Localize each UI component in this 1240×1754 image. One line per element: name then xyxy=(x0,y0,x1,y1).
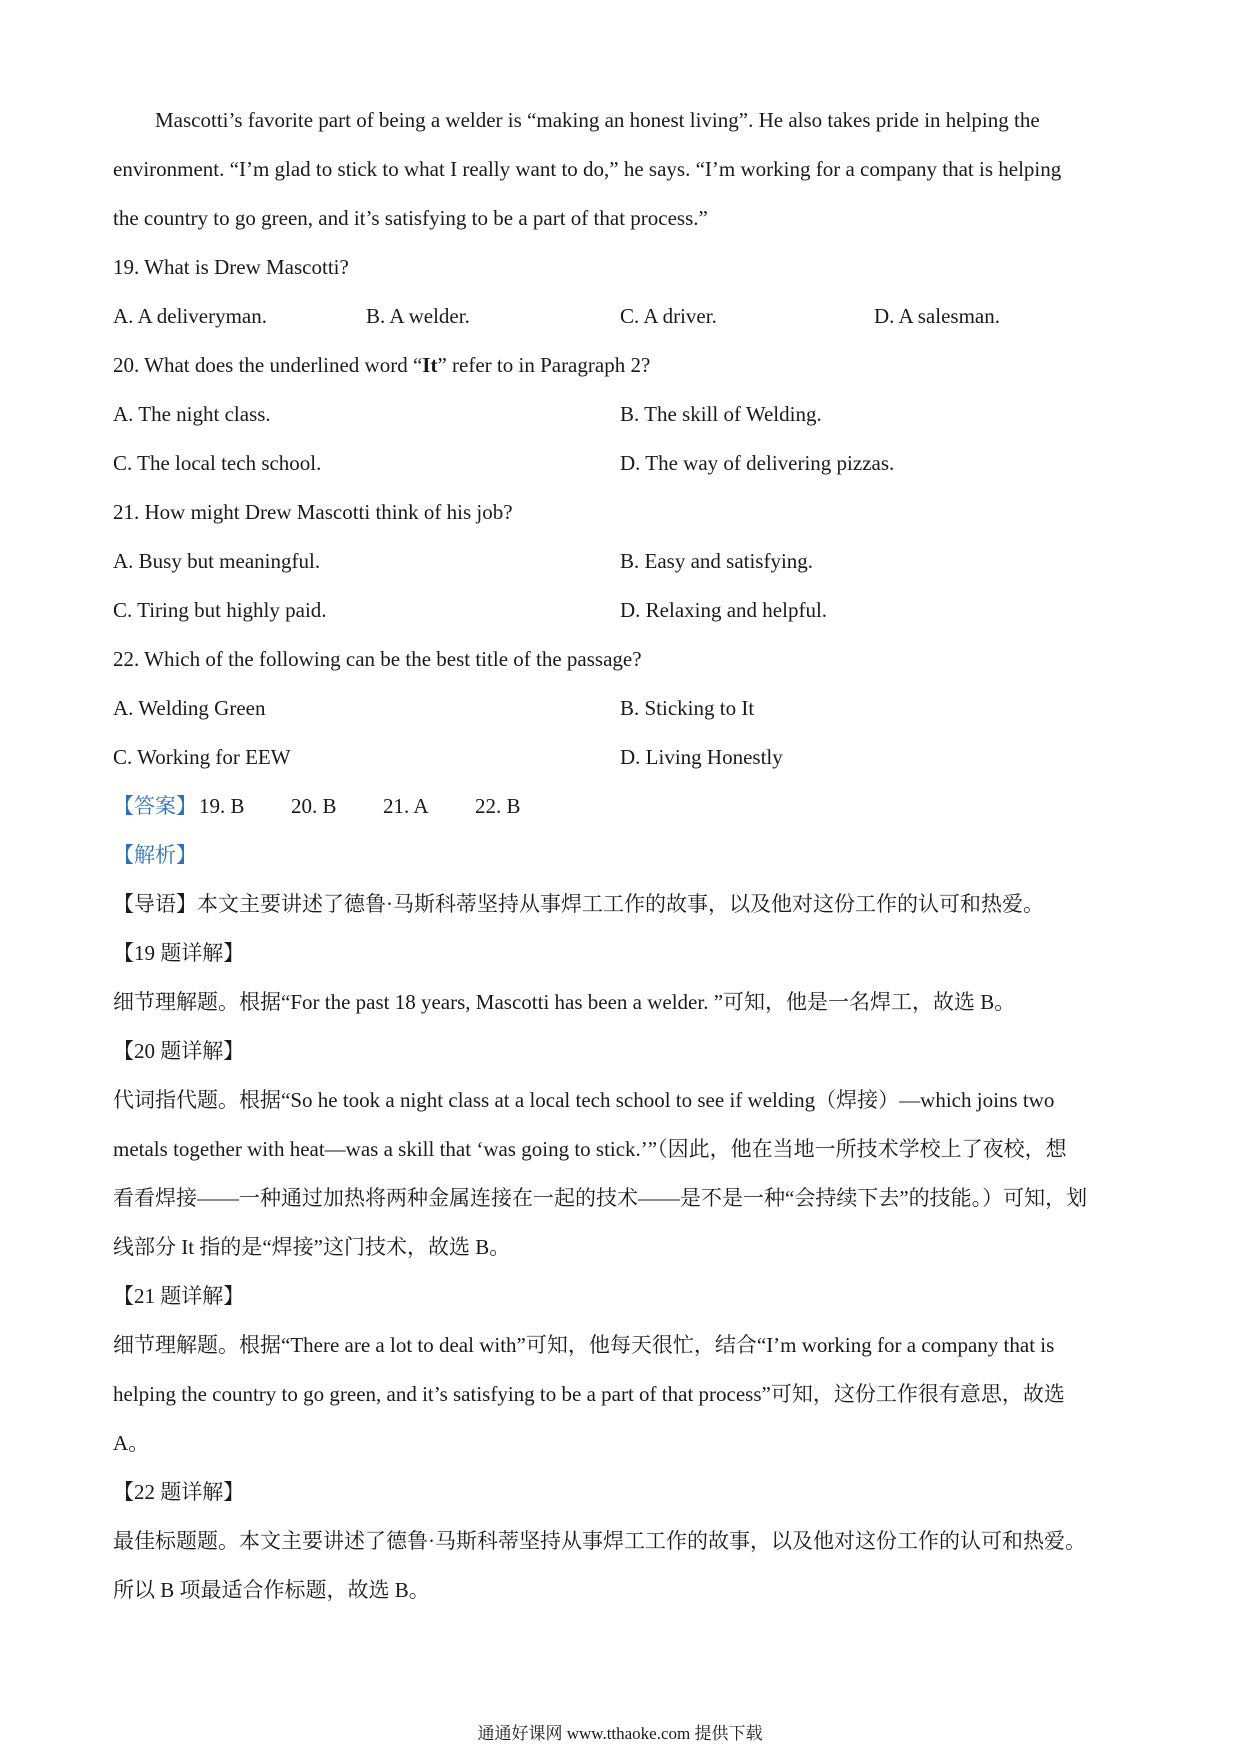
q21-detail-label: 【21 题详解】 xyxy=(113,1284,245,1308)
option-b: B. A welder. xyxy=(366,304,470,328)
question-stem: 19. What is Drew Mascotti? xyxy=(113,255,349,279)
detail-line: A。 xyxy=(113,1431,150,1455)
intro-label: 【导语】 xyxy=(113,892,197,916)
passage-line: environment. “I’m glad to stick to what I really want to do,” he says. “I’m working for a company that is helping xyxy=(113,157,1062,181)
q19-detail-label: 【19 题详解】 xyxy=(113,941,245,965)
answer-label: 【答案】 xyxy=(113,794,197,818)
option-d: D. The way of delivering pizzas. xyxy=(620,451,895,475)
detail-line: 线部分 It 指的是“焊接”这门技术，故选 B。 xyxy=(113,1235,511,1259)
stem-part: 20. What does the underlined word “ xyxy=(113,353,423,377)
answer-item: 21. A xyxy=(383,794,429,818)
detail-line: 细节理解题。根据“For the past 18 years, Mascotti has been a welder. ”可知，他是一名焊工，故选 B。 xyxy=(113,990,1016,1014)
q22-detail-label: 【22 题详解】 xyxy=(113,1480,245,1504)
answer-item: 20. B xyxy=(291,794,337,818)
option-b: B. Sticking to It xyxy=(620,696,755,720)
passage-line: Mascotti’s favorite part of being a welder is “making an honest living”. He also takes pride in helping the xyxy=(155,108,1040,132)
detail-line: 所以 B 项最适合作标题，故选 B。 xyxy=(113,1578,430,1602)
q20-detail-label: 【20 题详解】 xyxy=(113,1039,245,1063)
passage-line: the country to go green, and it’s satisfying to be a part of that process.” xyxy=(113,206,708,230)
analysis-label: 【解析】 xyxy=(113,843,197,867)
option-a: A. Welding Green xyxy=(113,696,266,720)
answer-item: 22. B xyxy=(475,794,521,818)
question-stem: 21. How might Drew Mascotti think of his job? xyxy=(113,500,513,524)
option-b: B. The skill of Welding. xyxy=(620,402,822,426)
detail-line: 细节理解题。根据“There are a lot to deal with”可知，他每天很忙，结合“I’m working for a company that is xyxy=(113,1333,1055,1357)
option-c: C. Working for EEW xyxy=(113,745,291,769)
stem-part: ” refer to in Paragraph 2? xyxy=(437,353,651,377)
option-c: C. A driver. xyxy=(620,304,717,328)
intro-text: 本文主要讲述了德鲁·马斯科蒂坚持从事焊工工作的故事，以及他对这份工作的认可和热爱。 xyxy=(197,892,1044,916)
stem-keyword: It xyxy=(422,353,438,377)
option-b: B. Easy and satisfying. xyxy=(620,549,814,573)
question-stem: 22. Which of the following can be the best title of the passage? xyxy=(113,647,642,671)
option-d: D. Relaxing and helpful. xyxy=(620,598,828,622)
page-footer: 通通好课网 www.tthaoke.com 提供下载 xyxy=(477,1724,763,1743)
intro-line xyxy=(113,890,1044,918)
answer-item: 19. B xyxy=(199,794,245,818)
option-c: C. The local tech school. xyxy=(113,451,322,475)
option-a: A. The night class. xyxy=(113,402,271,426)
option-d: D. Living Honestly xyxy=(620,745,783,769)
detail-line: metals together with heat—was a skill that ‘was going to stick.’”（因此，他在当地一所技术学校上了夜校，想 xyxy=(113,1137,1067,1161)
question-stem xyxy=(113,351,650,379)
detail-line: helping the country to go green, and it’s satisfying to be a part of that process”可知，这份工作很有意思，故选 xyxy=(113,1382,1065,1406)
option-a: A. A deliveryman. xyxy=(113,304,267,328)
option-c: C. Tiring but highly paid. xyxy=(113,598,327,622)
option-a: A. Busy but meaningful. xyxy=(113,549,321,573)
option-d: D. A salesman. xyxy=(874,304,1000,328)
detail-line: 最佳标题题。本文主要讲述了德鲁·马斯科蒂坚持从事焊工工作的故事，以及他对这份工作的认可和热爱。 xyxy=(113,1529,1086,1553)
detail-line: 代词指代题。根据“So he took a night class at a local tech school to see if welding（焊接）—which joins two xyxy=(113,1088,1055,1112)
detail-line: 看看焊接——一种通过加热将两种金属连接在一起的技术——是不是一种“会持续下去”的技能。）可知，划 xyxy=(113,1186,1088,1210)
